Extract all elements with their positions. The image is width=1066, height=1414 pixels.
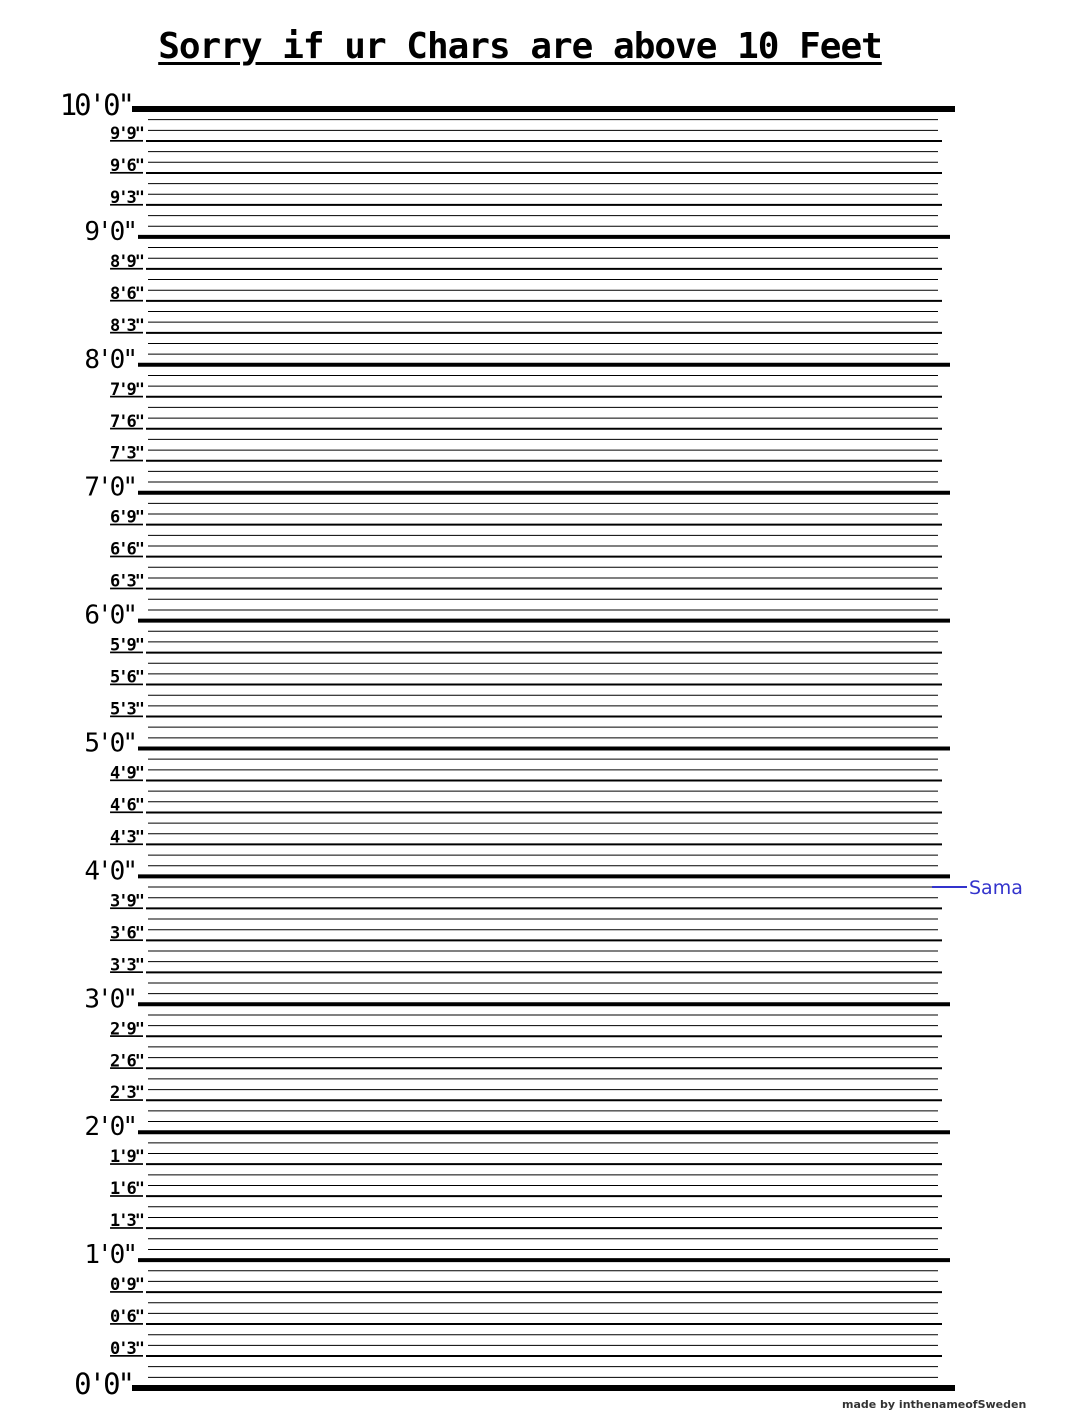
tick-label-medium: 5'6" (110, 667, 143, 688)
tick-label-medium: 1'6" (110, 1179, 143, 1200)
tick-label-medium: 2'3" (110, 1083, 143, 1104)
tick-label-major: 1'0" (84, 1240, 135, 1271)
tick-label-medium: 0'3" (110, 1339, 143, 1360)
tick-label-medium: 4'6" (110, 795, 143, 816)
tick-label-medium: 2'6" (110, 1051, 143, 1072)
tick-label-medium: 9'9" (110, 123, 143, 144)
tick-label-medium: 9'3" (110, 187, 143, 208)
tick-label-medium: 7'3" (110, 443, 143, 464)
tick-label-medium: 4'9" (110, 763, 143, 784)
tick-labels-group (60, 88, 144, 1401)
tick-label-major: 8'0" (84, 344, 135, 375)
tick-label-major: 6'0" (84, 600, 135, 631)
tick-label-medium: 7'6" (110, 411, 143, 432)
credit-text: made by inthenameofSweden (842, 1398, 1027, 1411)
tick-label-major: 9'0" (84, 216, 135, 247)
tick-label-medium: 4'3" (110, 827, 143, 848)
tick-label-major: 5'0" (84, 728, 135, 759)
tick-label-medium: 6'3" (110, 571, 143, 592)
tick-label-medium: 6'6" (110, 539, 143, 560)
tick-label-medium: 5'9" (110, 635, 143, 656)
tick-label-medium: 1'3" (110, 1211, 143, 1232)
tick-label-major: 3'0" (84, 984, 135, 1015)
tick-label-major: 7'0" (84, 472, 135, 503)
tick-label-major: 2'0" (84, 1112, 135, 1143)
tick-label-medium: 3'3" (110, 955, 143, 976)
tick-label-medium: 8'3" (110, 315, 143, 336)
tick-label-medium: 1'9" (110, 1147, 143, 1168)
marker-label: Sama (969, 877, 1023, 900)
tick-label-medium: 7'9" (110, 379, 143, 400)
markers-group (932, 877, 1023, 899)
tick-label-major: 4'0" (84, 856, 135, 887)
tick-label-medium: 8'6" (110, 283, 143, 304)
tick-label-medium: 0'9" (110, 1275, 143, 1296)
tick-label-medium: 6'9" (110, 507, 143, 528)
tick-label-major: 0'0" (74, 1367, 132, 1401)
chart-title: Sorry if ur Chars are above 10 Feet (158, 26, 882, 67)
tick-label-major: 10'0" (59, 88, 132, 122)
tick-label-medium: 3'9" (110, 891, 143, 912)
tick-label-medium: 9'6" (110, 155, 143, 176)
tick-label-medium: 3'6" (110, 923, 143, 944)
tick-label-medium: 2'9" (110, 1019, 143, 1040)
tick-label-medium: 5'3" (110, 699, 143, 720)
tick-label-medium: 0'6" (110, 1307, 143, 1328)
tick-label-medium: 8'9" (110, 251, 143, 272)
